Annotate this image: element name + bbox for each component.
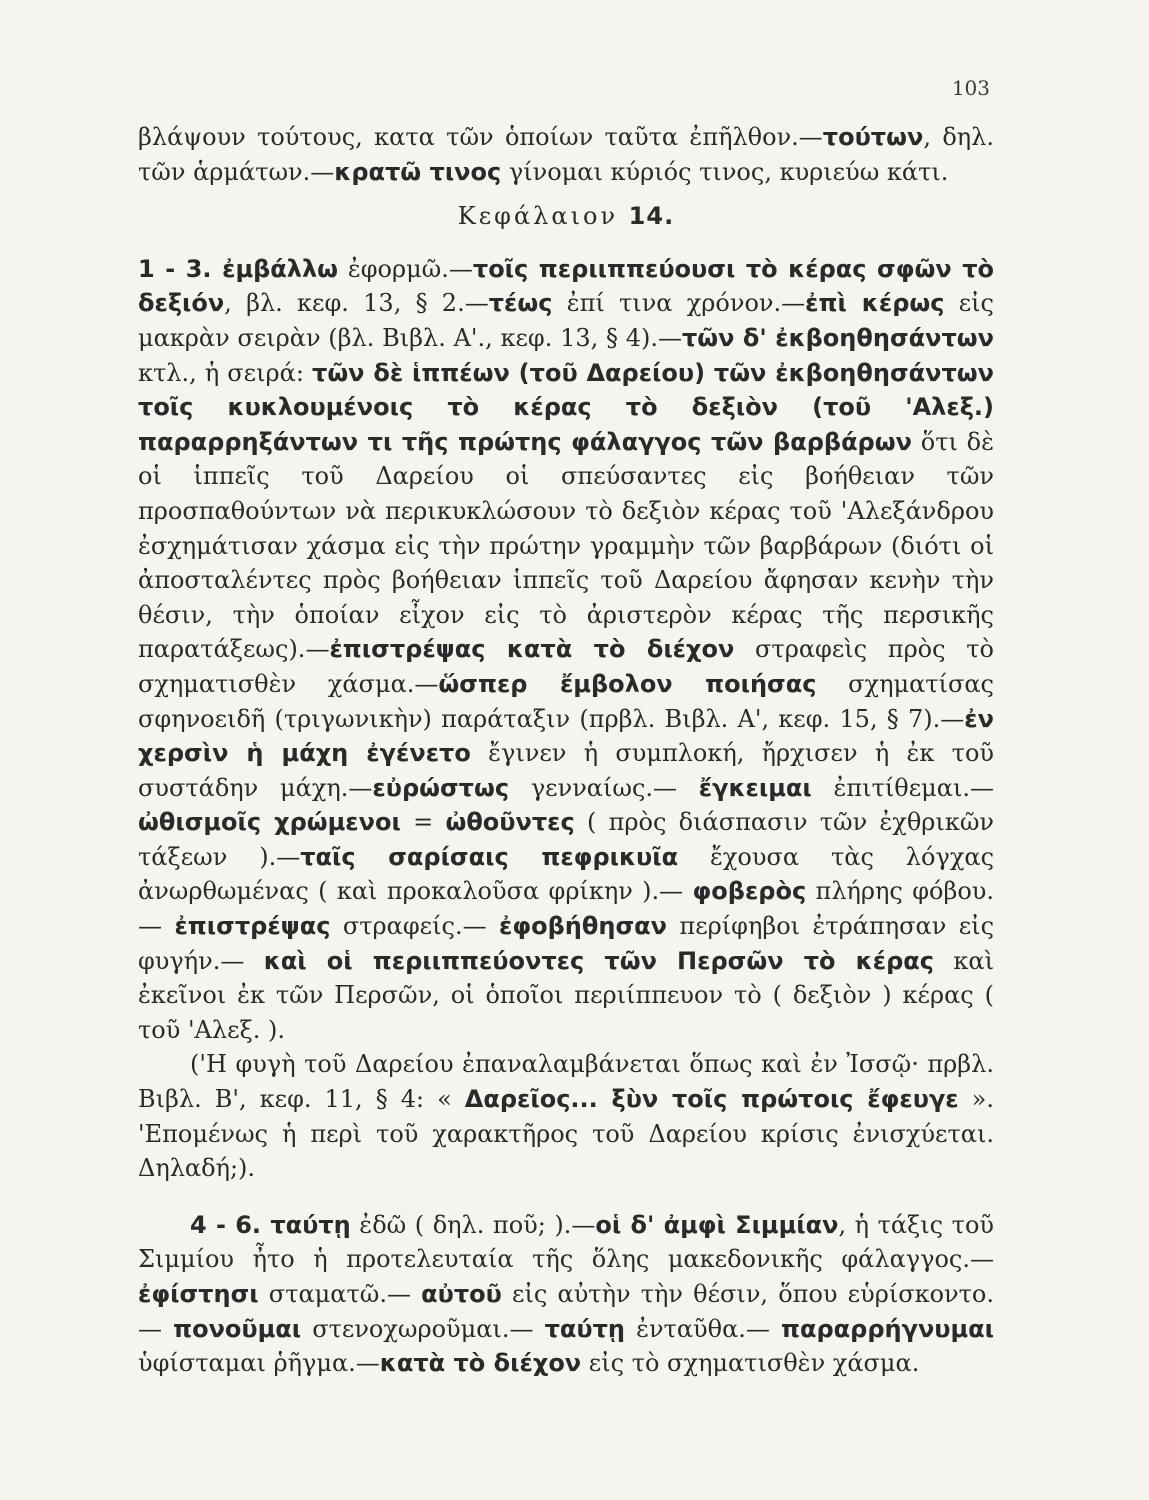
paragraph-3: ('Η φυγὴ τοῦ Δαρείου ἐπαναλαμβάνεται ὅπως καὶ ἐν Ἰσσῷ· πρβλ. Βιβλ. Β', κεφ. 11, § 4: « Δαρεῖος... ξὺν τοῖς πρώτοις ἔφευγε ». 'Επομένως ἡ περὶ τοῦ χαρακτῆρος τοῦ Δαρείου κρίσις ἐνισχύεται. Δηλαδή;).: [138, 1050, 994, 1183]
paragraph-4: 4 - 6. ταύτῃ ἐδῶ ( δηλ. ποῦ; ).—οἱ δ' ἀμφὶ Σιμμίαν, ἡ τάξις τοῦ Σιμμίου ἦτο ἡ προτελευταία τῆς ὅλης μακεδονικῆς φάλαγγος.— ἐφίστησι σταματῶ.— αὐτοῦ εἰς αὐτὴν τὴν θέσιν, ὅπου εὑρίσκοντο.— πονοῦμαι στενοχωροῦμαι.— ταύτῃ ἐνταῦθα.— παραρρήγνυμαι ὑφίσταμαι ῥῆγμα.—κατὰ τὸ διέχον εἰς τὸ σχηματισθὲν χάσμα.: [138, 1210, 995, 1378]
page-body: [138, 120, 994, 1381]
paragraph-gap: [138, 1186, 994, 1208]
page-number: 103: [951, 76, 990, 100]
paragraph-2: 1 - 3. ἐμβάλλω ἐφορμῶ.—τοῖς περιιππεύουσι τὸ κέρας σφῶν τὸ δεξιόν, βλ. κεφ. 13, § 2.—τέως ἐπί τινα χρόνον.—ἐπὶ κέρως εἰς μακρὰν σειρὰν (βλ. Βιβλ. Α'., κεφ. 13, § 4).—τῶν δ' ἐκβοηθησάντων κτλ., ἡ σειρά: τῶν δὲ ἱππέων (τοῦ Δαρείου) τῶν ἐκβοηθησάντων τοῖς κυκλουμένοις τὸ κέρας τὸ δεξιὸν (τοῦ 'Αλεξ.) παραρρηξάντων τι τῆς πρώτης φάλαγγος τῶν βαρβάρων ὅτι δὲ οἱ ἱππεῖς τοῦ Δαρείου οἱ σπεύσαντες εἰς βοήθειαν τῶν προσπαθούντων νὰ περικυκλώσουν τὸ δεξιὸν κέρας τοῦ 'Αλεξάνδρου ἐσχημάτισαν χάσμα εἰς τὴν πρώτην γραμμὴν τῶν βαρβάρων (διότι οἱ ἀποσταλέντες πρὸς βοήθειαν ἱππεῖς τοῦ Δαρείου ἄφησαν κενὴν τὴν θέσιν, τὴν ὁποίαν εἶχον εἰς τὸ ἀριστερὸν κέρας τῆς περσικῆς παρατάξεως).—ἐπιστρέψας κατὰ τὸ διέχον στραφεὶς πρὸς τὸ σχηματισθὲν χάσμα.—ὥσπερ ἔμβολον ποιήσας σχηματίσας σφηνοειδῆ (τριγωνικὴν) παράταξιν (πρβλ. Βιβλ. Α', κεφ. 15, § 7).—ἐν χερσὶν ἡ μάχη ἐγένετο ἔγινεν ἡ συμπλοκή, ἤρχισεν ἡ ἐκ τοῦ συστάδην μάχη.—εὐρώστως γενναίως.— ἔγκειμαι ἐπιτίθεμαι.— ὠθισμοῖς χρώμενοι = ὠθοῦντες ( πρὸς διάσπασιν τῶν ἐχθρικῶν τάξεων ).—ταῖς σαρίσαις πεφρικυῖα ἔχουσα τὰς λόγχας ἀνωρθωμένας ( καὶ προκαλοῦσα φρίκην ).— φοβερὸς πλήρης φόβου.— ἐπιστρέψας στραφείς.— ἐφοβήθησαν περίφηβοι ἐτράπησαν εἰς φυγήν.— καὶ οἱ περιιππεύοντες τῶν Περσῶν τὸ κέρας καὶ ἐκεῖνοι ἐκ τῶν Περσῶν, οἱ ὁποῖοι περιίππευον τὸ ( δεξιὸν ) κέρας ( τοῦ 'Αλεξ. ).: [138, 254, 995, 1044]
chapter-title: Κεφάλαιον 14.: [457, 202, 675, 231]
paragraph-1: βλάψουν τούτους, κατα τῶν ὁποίων ταῦτα ἐπῆλθον.—τούτων, δηλ. τῶν ἁρμάτων.—κρατῶ τινος γίνομαι κύριός τινος, κυριεύω κάτι.: [138, 123, 994, 186]
